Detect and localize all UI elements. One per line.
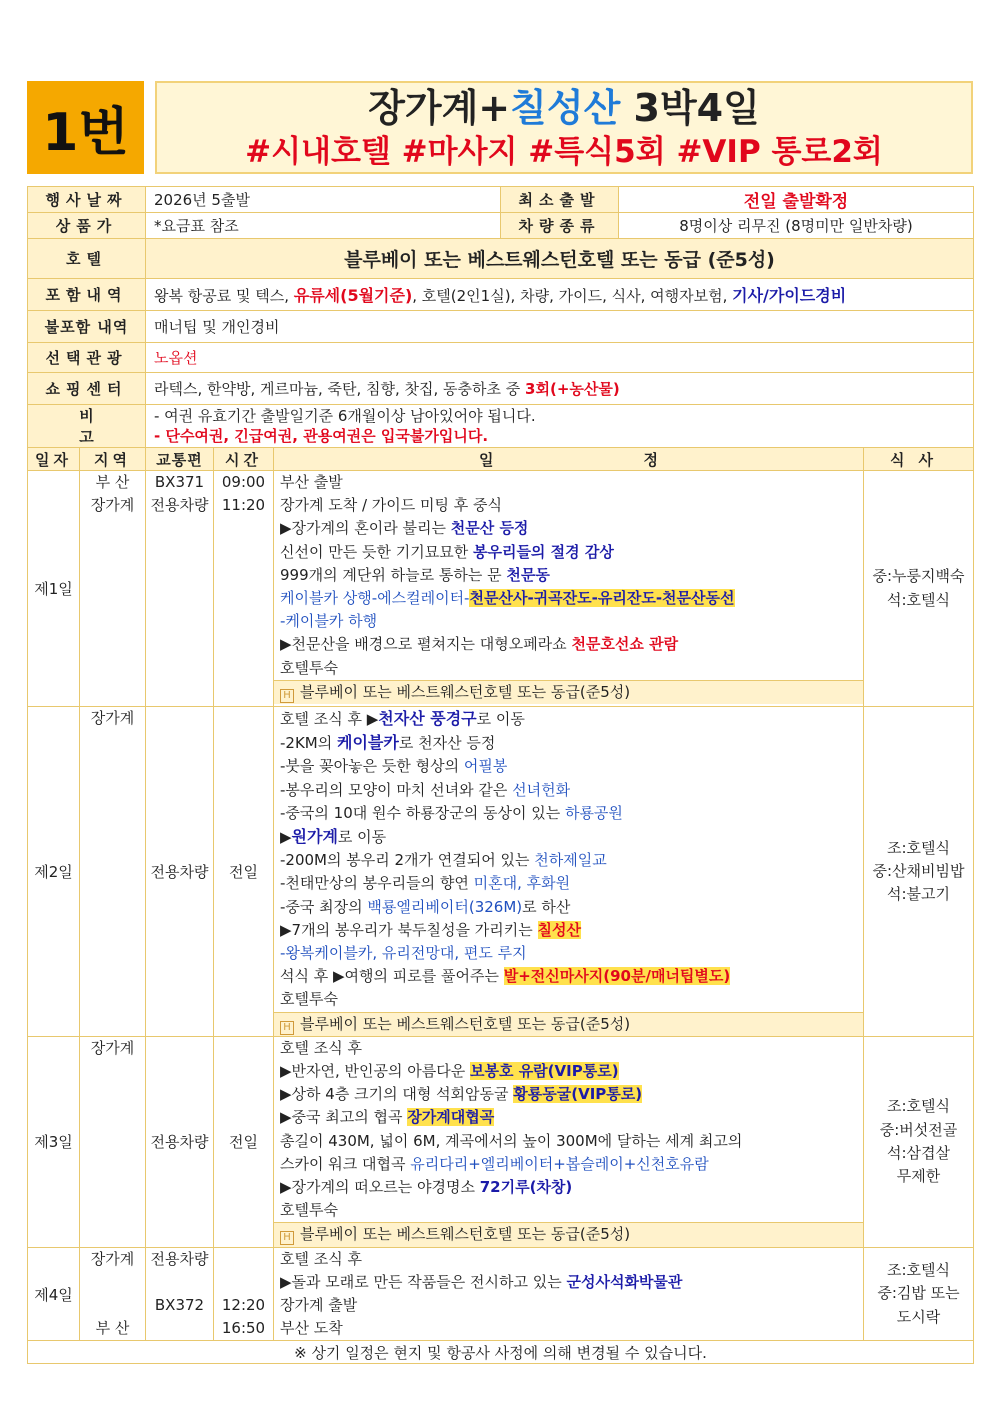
schedule-table (27, 447, 974, 1364)
header-time: 시간 (214, 448, 274, 471)
tour-title-box (155, 81, 973, 174)
price-value: *요금표 참조 (146, 213, 501, 239)
plan-line: -봉우리의 모양이 마치 선녀와 같은 선녀헌화 (280, 780, 571, 799)
price-label: 상품가 (28, 213, 146, 239)
hotel-icon: H (280, 1021, 294, 1035)
day1-transport (146, 471, 214, 707)
plan-line: 장가계 출발 (280, 1296, 358, 1315)
date-value: 2026년 5출발 (146, 187, 501, 213)
plan-line: ▶7개의 봉우리가 북두칠성을 가리키는 칠성산 (280, 920, 581, 939)
plan-line: ▶중국 최고의 협곡 장가계대협곡 (280, 1108, 495, 1127)
meal: 중:누룽지백숙 (872, 567, 965, 586)
tour-hashtags: #시내호텔 #마사지 #특식5회 #VIP 통로2회 (245, 134, 883, 170)
hotel-value: 블루베이 또는 베스트웨스턴호텔 또는 동급 (준5성) (146, 239, 974, 279)
shop-count: 3회(+농산물) (525, 380, 620, 398)
date-label: 행사날짜 (28, 187, 146, 213)
meal: 조:호텔식 (886, 1097, 950, 1116)
tour-number-badge: 1번 (27, 81, 144, 174)
day4-plan (274, 1247, 864, 1341)
incl-fuel: 유류세(5월기준) (293, 286, 413, 305)
day1-plan (274, 471, 864, 707)
day4-label: 제4일 (28, 1247, 80, 1341)
day2-transport: 전용차량 (146, 707, 214, 1037)
day2-meals (864, 707, 974, 1037)
hotel-icon: H (280, 1231, 294, 1245)
day4-time (214, 1247, 274, 1341)
plan-line: -2KM의 케이블카로 천자산 등정 (280, 733, 496, 753)
plan-line: 호텔투숙 (280, 990, 338, 1009)
shopping-value (146, 373, 974, 405)
day3-label: 제3일 (28, 1036, 80, 1247)
info-table (27, 186, 974, 448)
shop-text: 라텍스, 한약방, 게르마늄, 죽탄, 침향, 찻집, 동충하초 중 (154, 380, 526, 398)
day4-time-1: 12:20 (221, 1295, 266, 1314)
exclusions-value: 매너팁 및 개인경비 (146, 311, 974, 343)
day1-region-2: 장가계 (90, 496, 135, 515)
day2-hotel: H 블루베이 또는 베스트웨스턴호텔 또는 동급(준5성) (274, 1012, 863, 1036)
meal: 중:김밥 또는 (877, 1284, 960, 1303)
day1-time-2: 11:20 (221, 496, 266, 515)
plan-line: ▶장가계의 떠오르는 야경명소 72기루(차창) (280, 1178, 573, 1197)
plan-line: 호텔 조식 후 ▶천자산 풍경구로 이동 (280, 709, 525, 728)
day3-transport: 전용차량 (146, 1036, 214, 1247)
meal: 석:호텔식 (886, 590, 950, 609)
title-accent: 칠성산 (510, 86, 621, 130)
header-region: 지역 (80, 448, 146, 471)
plan-line: 999개의 계단위 하늘로 통하는 문 천문동 (280, 565, 550, 584)
plan-line: -붓을 꽂아놓은 듯한 형상의 어필봉 (280, 757, 508, 776)
header-transport: 교통편 (146, 448, 214, 471)
day1-meals (864, 471, 974, 707)
day1-region-1: 부 산 (95, 473, 130, 491)
schedule-row-day1 (28, 471, 974, 707)
day1-hotel: H 블루베이 또는 베스트웨스턴호텔 또는 동급(준5성) (274, 680, 863, 704)
plan-line: -천태만상의 봉우리들의 향연 미혼대, 후화원 (280, 874, 571, 893)
day4-transport (146, 1247, 214, 1341)
plan-line: -중국 최장의 백룡엘리베이터(326M)로 하산 (280, 897, 571, 916)
day1-time (214, 471, 274, 707)
inclusions-label: 포함내역 (28, 279, 146, 311)
day3-meals (864, 1036, 974, 1247)
day3-hotel: H 블루베이 또는 베스트웨스턴호텔 또는 동급(준5성) (274, 1222, 863, 1246)
day1-time-1: 09:00 (221, 473, 266, 491)
min-departure-label: 최소출발 (501, 187, 619, 213)
meal: 석:불고기 (886, 885, 950, 904)
note-value (146, 405, 974, 448)
schedule-row-day2 (28, 707, 974, 1037)
note-line-1: - 여권 유효기간 출발일기준 6개월이상 남아있어야 됩니다. (154, 407, 536, 425)
plan-line: ▶상하 4층 크기의 대형 석회암동굴 황룡동굴(VIP통로) (280, 1085, 643, 1104)
plan-line: 호텔투숙 (280, 1201, 338, 1220)
plan-line: 스카이 워크 대협곡 유리다리+엘리베이터+봅슬레이+신천호유람 (280, 1154, 709, 1173)
day3-region: 장가계 (80, 1036, 146, 1247)
plan-line: 부산 도착 (280, 1319, 343, 1338)
plan-line: ▶장가계의 혼이라 불리는 천문산 등정 (280, 519, 529, 538)
vehicle-label: 차량종류 (501, 213, 619, 239)
day1-flight: BX371 (154, 473, 205, 491)
shopping-label: 쇼핑센터 (28, 373, 146, 405)
day4-region-2: 부 산 (95, 1318, 130, 1337)
day3-time: 전일 (214, 1036, 274, 1247)
day2-time: 전일 (214, 707, 274, 1037)
meal: 석:삼겹살 (886, 1143, 950, 1162)
hotel-label: 호텔 (28, 239, 146, 279)
footer-notice: ※ 상기 일정은 현지 및 항공사 사정에 의해 변경될 수 있습니다. (28, 1341, 974, 1364)
schedule-row-day4 (28, 1247, 974, 1341)
title-part-duration: 3박4일 (620, 86, 760, 130)
tour-title (157, 86, 971, 130)
incl-driver-fee: 기사/가이드경비 (732, 286, 847, 305)
day4-flight: BX372 (154, 1295, 205, 1314)
day2-label: 제2일 (28, 707, 80, 1037)
meal: 도시락 (896, 1307, 941, 1326)
day4-region (80, 1247, 146, 1341)
meal: 무제한 (896, 1166, 941, 1185)
day1-region (80, 471, 146, 707)
options-label: 선택관광 (28, 343, 146, 373)
plan-line: -케이블카 하행 (280, 612, 378, 631)
note-label: 비고 (28, 405, 146, 448)
plan-line: 신선이 만든 듯한 기기묘묘한 봉우리들의 절경 감상 (280, 542, 614, 561)
incl-text-2: , 호텔(2인1실), 차량, 가이드, 식사, 여행자보험, (412, 287, 733, 305)
schedule-row-day3 (28, 1036, 974, 1247)
title-part: 장가계+ (368, 86, 511, 130)
day4-region-1: 장가계 (90, 1249, 135, 1268)
plan-line: 호텔 조식 후 (280, 1249, 362, 1268)
min-departure-value: 전일 출발확정 (619, 187, 974, 213)
header-plan: 일정 (274, 448, 864, 471)
day3-plan (274, 1036, 864, 1247)
plan-line: ▶반자연, 반인공의 아름다운 보봉호 유람(VIP통로) (280, 1062, 619, 1081)
plan-line: -왕복케이블카, 유리전망대, 편도 루지 (280, 944, 527, 963)
plan-line: ▶돌과 모래로 만든 작품들은 전시하고 있는 군성사석화박물관 (280, 1272, 683, 1291)
day2-region: 장가계 (80, 707, 146, 1037)
day4-meals (864, 1247, 974, 1341)
vehicle-value: 8명이상 리무진 (8명미만 일반차량) (619, 213, 974, 239)
header-day: 일자 (28, 448, 80, 471)
meal: 중:산채비빔밥 (872, 861, 965, 880)
plan-line: -중국의 10대 원수 하룡장군의 동상이 있는 하룡공원 (280, 803, 623, 822)
header-meal: 식사 (864, 448, 974, 471)
plan-line: 총길이 430M, 넓이 6M, 계곡에서의 높이 300M에 달하는 세계 최고의 (280, 1131, 743, 1150)
hotel-icon: H (280, 689, 294, 703)
plan-line: 호텔 조식 후 (280, 1038, 362, 1057)
day4-time-2: 16:50 (221, 1318, 266, 1337)
plan-line: 석식 후 ▶여행의 피로를 풀어주는 발+전신마사지(90분/매너팁별도) (280, 967, 731, 986)
day4-vehicle: 전용차량 (150, 1249, 209, 1268)
day2-plan (274, 707, 864, 1037)
plan-line: -200M의 봉우리 2개가 연결되어 있는 천하제일교 (280, 851, 607, 870)
inclusions-value (146, 279, 974, 311)
plan-line: 장가계 도착 / 가이드 미팅 후 중식 (280, 496, 503, 515)
plan-line: ▶천문산을 배경으로 펼쳐지는 대형오페라쇼 천문호선쇼 관람 (280, 635, 679, 654)
plan-line: ▶원가계로 이동 (280, 827, 387, 847)
options-value: 노옵션 (146, 343, 974, 373)
exclusions-label: 불포함 내역 (28, 311, 146, 343)
incl-text: 왕복 항공료 및 텍스, (154, 287, 294, 305)
note-line-2: - 단수여권, 긴급여권, 관용여권은 입국불가입니다. (154, 427, 489, 445)
meal: 조:호텔식 (886, 1261, 950, 1280)
day1-label: 제1일 (28, 471, 80, 707)
day1-vehicle: 전용차량 (150, 496, 209, 515)
plan-line: 호텔투숙 (280, 658, 338, 677)
plan-line: 부산 출발 (280, 473, 343, 491)
meal: 중:버섯전골 (879, 1120, 958, 1139)
plan-line: 케이블카 상행-에스컬레이터-천문산사-귀곡잔도-유리잔도-천문산동선 (280, 589, 735, 608)
meal: 조:호텔식 (886, 838, 950, 857)
